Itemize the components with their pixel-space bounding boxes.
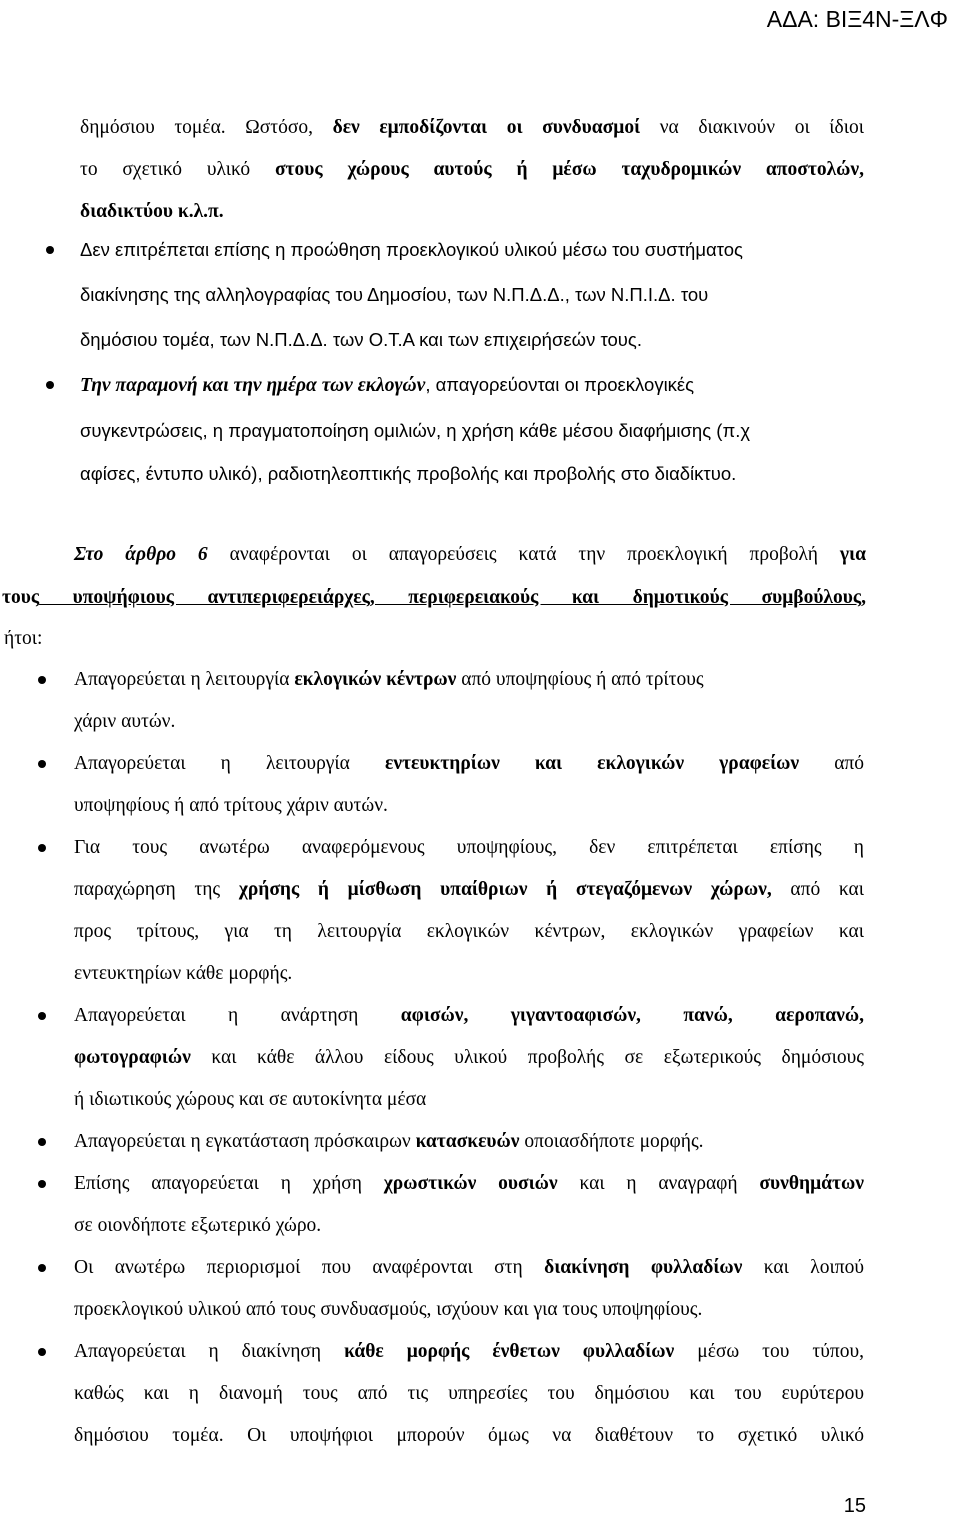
bold-run: κατασκευών [415,1131,520,1152]
bold-run: τους [2,587,40,608]
bullet-dot-icon [38,1264,46,1272]
article-line-1 [74,543,866,567]
text-run: Απαγορεύεται η λειτουργία [74,669,295,690]
bullet-dot-icon [38,1138,46,1146]
text-run: Οι ανωτέρω περιορισμοί που αναφέρονται στη [74,1257,545,1278]
item-2-line-1 [74,752,864,776]
text-run: , απαγορεύονται οι προεκλογικές [425,374,695,395]
item-3-line-4: εντευκτηρίων κάθε μορφής. [74,963,293,984]
bold-run: χρήσης ή μίσθωση υπαίθριων ή στεγαζόμενων χώρων, [238,879,772,900]
bold-run: εντευκτηρίων και εκλογικών γραφείων [384,753,800,774]
bullet-b-line-1 [80,373,694,398]
text-run: αναφέρονται οι απαγορεύσεις κατά την προεκλογική προβολή [207,544,840,565]
article-line-3: ήτοι: [4,628,43,649]
text-run: από υποψηφίους ή από τρίτους [456,669,704,690]
text-run: και κάθε άλλου είδους υλικού προβολής σε εξωτερικούς δημόσιους [190,1047,864,1068]
bullet-dot-icon [38,1180,46,1188]
bold-run: στους χώρους αυτούς ή μέσω ταχυδρομικών αποστολών, [274,159,864,180]
text-run: το σχετικό υλικό [80,159,275,180]
bullet-dot-icon [38,676,46,684]
top-line-3 [80,200,224,224]
bullet-dot-icon [38,1348,46,1356]
item-7-line-1 [74,1256,864,1280]
bold-underline-run: υποψήφιους αντιπεριφερειάρχες, περιφερειακούς και δημοτικούς συμβούλους, [39,587,866,608]
bold-run: κάθε μορφής ένθετων φυλλαδίων [344,1341,675,1362]
item-8-line-3: δημόσιου τομέα. Οι υποψήφιοι μπορούν όμως να διαθέτουν το σχετικό υλικό [74,1425,864,1446]
item-4-line-2 [74,1046,864,1070]
bullet-a-line-3: δημόσιου τομέα, των Ν.Π.Δ.Δ. των Ο.Τ.Α και των επιχειρήσεών τους. [80,329,642,350]
bold-italic-run: Στο άρθρο 6 [74,544,208,565]
text-run: να διακινούν οι ίδιοι [640,117,864,138]
text-run: Απαγορεύεται η ανάρτηση [74,1005,401,1026]
text-run: μέσω του τύπου, [674,1341,864,1362]
item-7-line-2: προεκλογικού υλικού από τους συνδυασμούς, ισχύουν και για τους υποψηφίους. [74,1299,703,1320]
bullet-dot-icon [38,760,46,768]
text-run: παραχώρηση της [74,879,239,900]
text-run: Απαγορεύεται η διακίνηση [74,1341,345,1362]
page-number: 15 [843,1495,866,1517]
document-code-header: ΑΔΑ: ΒΙΞ4Ν-ΞΛΦ [766,6,948,32]
item-6-line-1 [74,1172,864,1196]
item-8-line-1 [74,1340,864,1364]
text-run: Επίσης απαγορεύεται η χρήση [74,1173,384,1194]
bullet-a-line-2: διακίνησης της αλληλογραφίας του Δημοσίου, των Ν.Π.Δ.Δ., των Ν.Π.Ι.Δ. του [80,284,709,305]
article-line-2 [2,586,866,610]
bold-run: δεν εμποδίζονται οι συνδυασμοί [332,117,641,138]
text-run: Απαγορεύεται η εγκατάσταση πρόσκαιρων [74,1131,416,1152]
bold-run: φωτογραφιών [74,1047,191,1068]
bold-italic-run: Την παραμονή και την ημέρα των εκλογών [80,375,426,396]
top-line-2 [80,158,864,182]
item-3-line-2 [74,878,864,902]
item-3-line-3: προς τρίτους, για τη λειτουργία εκλογικών κέντρων, εκλογικών γραφείων και [74,921,864,942]
item-4-line-3: ή ιδιωτικούς χώρους και σε αυτοκίνητα μέσα [74,1089,427,1110]
bold-run: διαδικτύου κ.λ.π. [80,201,224,222]
bold-run: χρωστικών ουσιών [383,1173,558,1194]
item-3-line-1: Για τους ανωτέρω αναφερόμενους υποψηφίους, δεν επιτρέπεται επίσης η [74,837,864,858]
item-8-line-2: καθώς και η διανομή τους από τις υπηρεσίες του δημόσιου και του ευρύτερου [74,1383,864,1404]
item-6-line-2: σε οιονδήποτε εξωτερικό χώρο. [74,1215,322,1236]
text-run: από [799,753,865,774]
bullet-dot-icon [38,844,46,852]
text-run: από και [771,879,864,900]
bold-run: συνθημάτων [759,1173,864,1194]
bullet-dot-icon [38,1012,46,1020]
bold-run: εκλογικών κέντρων [294,669,457,690]
item-2-line-2: υποψηφίους ή από τρίτους χάριν αυτών. [74,795,388,816]
bullet-b-line-3: αφίσες, έντυπο υλικό), ραδιοτηλεοπτικής προβολής και προβολής στο διαδίκτυο. [80,463,737,484]
bold-run: διακίνηση φυλλαδίων [544,1257,743,1278]
top-line-1 [80,116,864,140]
text-run: δημόσιου τομέα. Ωστόσο, [80,117,333,138]
text-run: Απαγορεύεται η λειτουργία [74,753,385,774]
bold-run: αφισών, γιγαντοαφισών, πανώ, αεροπανώ, [400,1005,864,1026]
item-4-line-1 [74,1004,864,1028]
text-run: και η αναγραφή [557,1173,760,1194]
text-run: οποιασδήποτε μορφής. [519,1131,704,1152]
item-1-line-1 [74,668,704,692]
bullet-b-line-2: συγκεντρώσεις, η πραγματοποίηση ομιλιών, η χρήση κάθε μέσου διαφήμισης (π.χ [80,420,751,441]
bullet-a-line-1: Δεν επιτρέπεται επίσης η προώθηση προεκλογικού υλικού μέσω του συστήματος [80,239,743,260]
bold-run: για [839,544,866,565]
text-run: και λοιπού [742,1257,865,1278]
item-1-line-2: χάριν αυτών. [74,711,176,732]
item-5-line-1 [74,1130,704,1154]
bullet-dot-icon [46,246,54,254]
bullet-dot-icon [46,381,54,389]
